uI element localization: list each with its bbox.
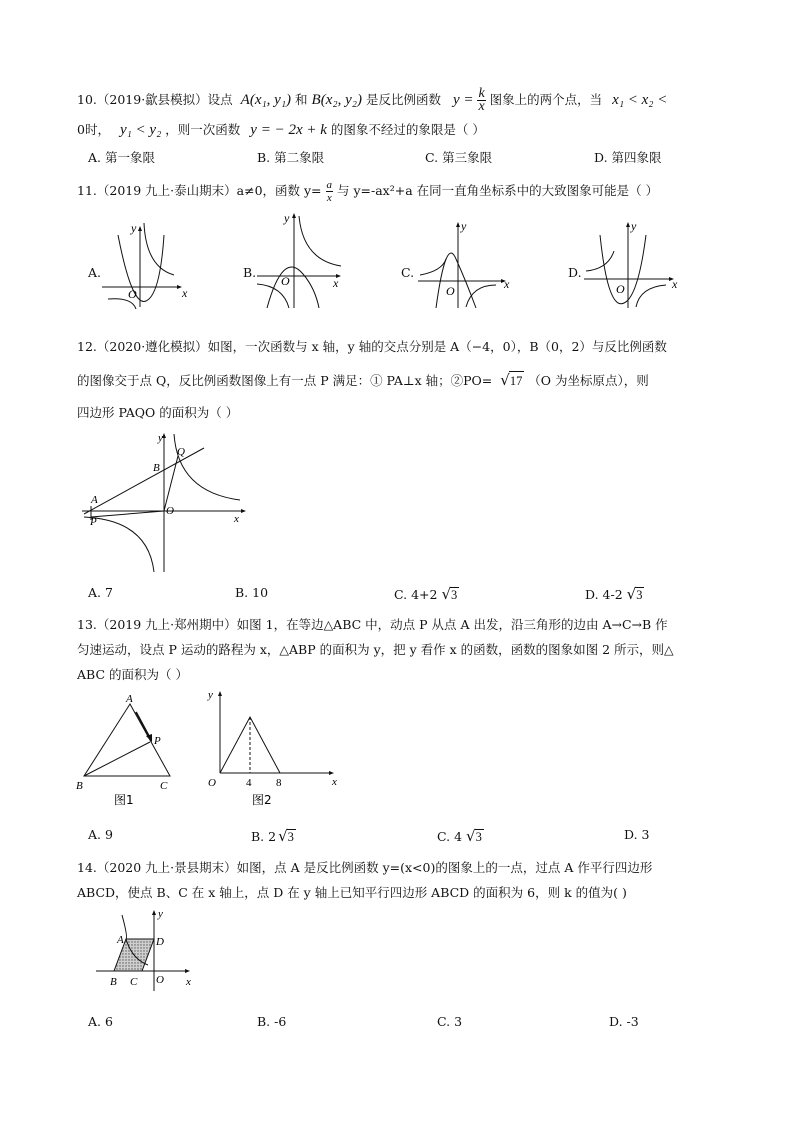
q13-line1: 13.（2019 九上·郑州期中）如图 1，在等边△ABC 中，动点 P 从点 A 出发，沿三角形的边由 A→C→B 作 bbox=[77, 617, 668, 632]
y-arrow bbox=[292, 213, 296, 218]
label-x: x bbox=[186, 976, 191, 988]
q10-line2: 0时， y₁ < y₂ ，则一次函数 y = − 2x + k 的图象不经过的象限是（ ） bbox=[77, 122, 485, 138]
axis-label-x: x bbox=[182, 286, 188, 300]
axis-label-x: x bbox=[504, 277, 510, 291]
label-P: P bbox=[154, 735, 161, 747]
axis-label-y: y bbox=[631, 219, 637, 233]
parabola bbox=[118, 235, 164, 301]
q11-option-b: B. bbox=[243, 265, 257, 280]
y-arrow bbox=[218, 691, 222, 696]
q11-fraction: $\frac{a}{x}$ bbox=[326, 179, 333, 204]
origin-label: O bbox=[616, 282, 625, 296]
segment-PO bbox=[91, 511, 164, 517]
label-O: O bbox=[156, 974, 164, 986]
q13-option-b: B. 2 √3 bbox=[251, 827, 294, 845]
q14-option-a: A. 6 bbox=[88, 1014, 113, 1029]
label-x: x bbox=[332, 776, 337, 788]
axis-label-y: y bbox=[131, 221, 137, 235]
label-y: y bbox=[208, 689, 213, 701]
x-arrow bbox=[329, 771, 334, 775]
q10-option-a: A. 第一象限 bbox=[88, 150, 155, 165]
hyperbola-branch-1 bbox=[174, 434, 240, 500]
q14-figure bbox=[92, 905, 200, 993]
segment-BP bbox=[84, 742, 150, 776]
q13-figure-2 bbox=[200, 686, 340, 808]
x-arrow bbox=[241, 509, 246, 513]
q10-option-b: B. 第二象限 bbox=[257, 150, 325, 165]
q12-option-b: B. 10 bbox=[235, 585, 269, 600]
linear-function bbox=[84, 448, 204, 514]
q13-option-a: A. 9 bbox=[88, 827, 113, 842]
tick-4: 4 bbox=[246, 777, 252, 789]
q13-figure-1 bbox=[74, 690, 184, 808]
hyperbola-branch-2 bbox=[466, 285, 496, 307]
q12-option-d: D. 4-2 √3 bbox=[585, 585, 643, 603]
q12-line2: 的图像交于点 Q，反比例函数图像上有一点 P 满足：① PA⊥x 轴；②PO= √17 （O 为坐标原点），则 bbox=[77, 371, 649, 389]
label-A: A bbox=[91, 494, 98, 506]
axis-label-x: x bbox=[333, 276, 339, 290]
q11-graph-b bbox=[253, 210, 348, 310]
label-x: x bbox=[234, 513, 239, 525]
q13-option-d: D. 3 bbox=[624, 827, 650, 842]
label-O: O bbox=[208, 777, 216, 789]
q12-line1: 12.（2020·遵化模拟）如图，一次函数与 x 轴，y 轴的交点分别是 A（−4，0），B（0，2）与反比例函数 bbox=[77, 339, 667, 354]
axis-label-y: y bbox=[461, 219, 467, 233]
q11-graph-c bbox=[414, 215, 514, 310]
label-C: C bbox=[130, 976, 138, 988]
y-arrow bbox=[626, 222, 630, 227]
axis-label-x: x bbox=[672, 277, 678, 291]
q10-option-c: C. 第三象限 bbox=[425, 150, 493, 165]
label-O: O bbox=[166, 505, 174, 517]
q11-graph-d bbox=[580, 215, 680, 310]
label-y: y bbox=[158, 432, 163, 444]
hyperbola-branch-1 bbox=[299, 216, 341, 266]
q12-line3: 四边形 PAQO 的面积为（ ） bbox=[77, 405, 239, 420]
segment-OQ bbox=[164, 456, 178, 511]
q12-option-a: A. 7 bbox=[88, 585, 113, 600]
sqrt-17: √17 bbox=[500, 371, 523, 389]
q14-option-b: B. -6 bbox=[257, 1014, 287, 1029]
q11-option-c: C. bbox=[401, 265, 415, 280]
q12-figure bbox=[78, 428, 258, 574]
q11-option-a: A. bbox=[88, 265, 102, 280]
x-arrow bbox=[185, 969, 190, 973]
q11-graph-a bbox=[98, 215, 190, 310]
q13-line3: ABC 的面积为（ ） bbox=[77, 667, 188, 682]
label-B: B bbox=[153, 462, 160, 474]
label-y: y bbox=[158, 908, 163, 920]
q14-line2: ABCD，使点 B、C 在 x 轴上，点 D 在 y 轴上已知平行四边形 ABCD 的面积为 6，则 k 的值为( ) bbox=[77, 885, 627, 900]
q11-option-d: D. bbox=[568, 265, 582, 280]
q13-option-c: C. 4 √3 bbox=[437, 827, 482, 845]
q14-line1: 14.（2020 九上·景县期末）如图，点 A 是反比例函数 y=(x<0)的图象上的一点，过点 A 作平行四边形 bbox=[77, 860, 653, 875]
label-A: A bbox=[126, 693, 133, 705]
hyperbola-branch-1 bbox=[586, 251, 614, 271]
q14-option-c: C. 3 bbox=[437, 1014, 463, 1029]
q13-line2: 匀速运动，设点 P 运动的路程为 x，△ABP 的面积为 y，把 y 看作 x 的函数，函数的图象如图 2 所示，则△ bbox=[77, 642, 674, 657]
motion-arrow-shaft bbox=[136, 712, 150, 738]
label-P: P bbox=[90, 516, 97, 528]
label-A: A bbox=[117, 934, 124, 946]
origin-label: O bbox=[128, 287, 137, 301]
hyperbola-branch-1 bbox=[144, 223, 174, 275]
axis-label-y: y bbox=[284, 211, 290, 225]
q10-line1: 10.（2019·歙县模拟）设点 A(x₁, y₁) 和 B(x₂, y₂) 是反比例函数 y = $\frac{k}{x}$ 图象上的两个点，当 x₁ < x₂ < bbox=[77, 86, 668, 114]
y-arrow bbox=[138, 226, 142, 231]
y-arrow bbox=[152, 910, 156, 915]
label-D: D bbox=[156, 936, 164, 948]
caption-figure-1: 图1 bbox=[114, 793, 134, 807]
label-Q: Q bbox=[177, 446, 185, 458]
q12-option-c: C. 4+2 √3 bbox=[394, 585, 458, 603]
q10-fraction: $\frac{k}{x}$ bbox=[478, 86, 485, 114]
tick-8: 8 bbox=[276, 777, 282, 789]
q14-option-d: D. -3 bbox=[609, 1014, 639, 1029]
y-arrow bbox=[456, 222, 460, 227]
q11-stem: 11.（2019 九上·泰山期末）a≠0，函数 y= $\frac{a}{x}$ 与 y=-ax²+a 在同一直角坐标系中的大致图象可能是（ ） bbox=[77, 179, 659, 204]
label-C: C bbox=[160, 780, 168, 792]
hyperbola-branch-2 bbox=[636, 285, 666, 307]
parabola bbox=[267, 267, 319, 308]
caption-figure-2: 图2 bbox=[252, 793, 272, 807]
origin-label: O bbox=[281, 274, 290, 288]
origin-label: O bbox=[446, 284, 455, 298]
q10-option-d: D. 第四象限 bbox=[594, 150, 662, 165]
label-B: B bbox=[110, 976, 117, 988]
label-B: B bbox=[76, 780, 83, 792]
